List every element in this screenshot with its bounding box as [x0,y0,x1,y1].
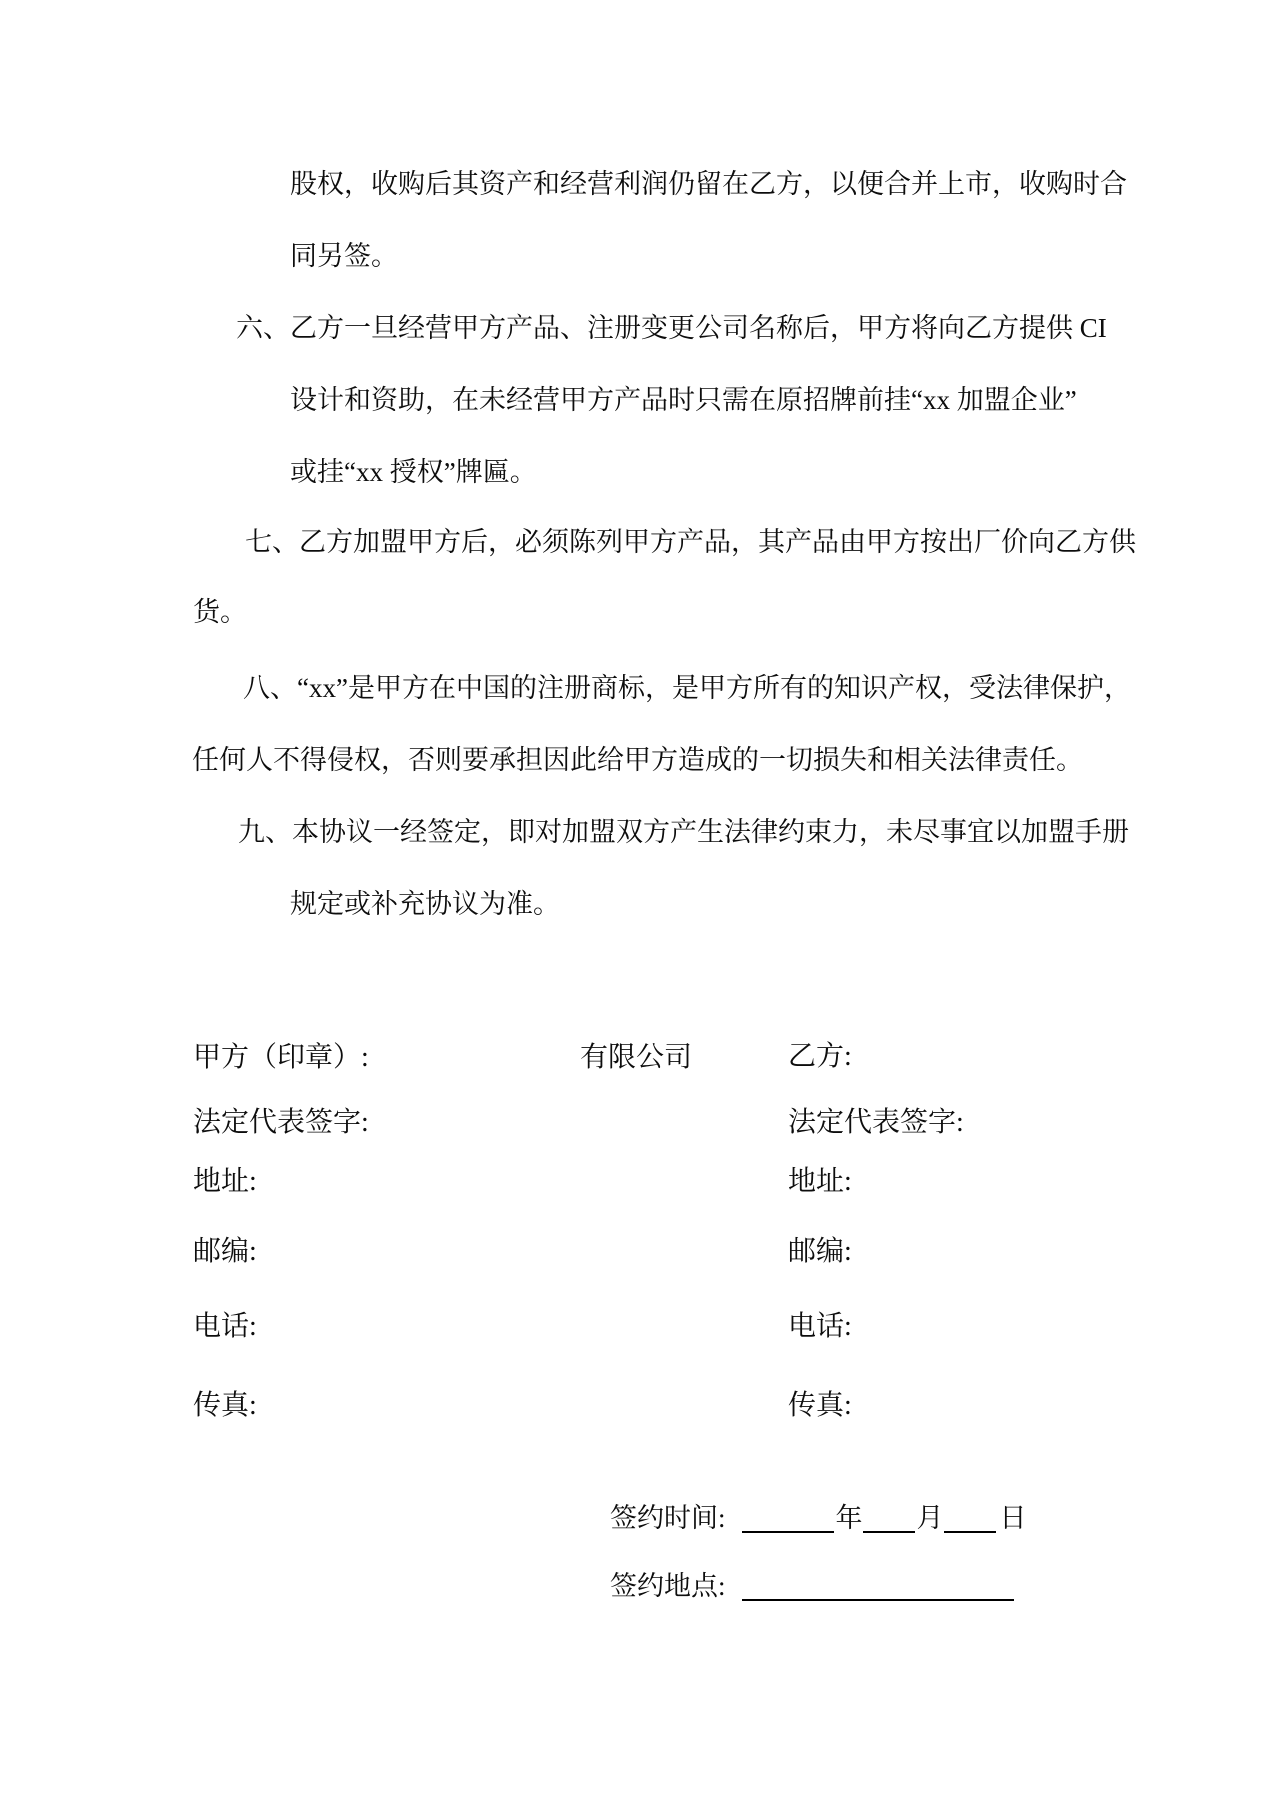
body-line: 货。 [193,597,247,627]
body-line: 任何人不得侵权，否则要承担因此给甲方造成的一切损失和相关法律责任。 [192,745,1083,775]
postcode-label-left: 邮编: [193,1236,257,1267]
address-label-left: 地址: [193,1166,257,1197]
month-char: 月 [916,1503,944,1533]
body-line-clause-8: 八、“xx”是甲方在中国的注册商标，是甲方所有的知识产权，受法律保护， [243,673,1131,703]
legal-rep-signature-label-right: 法定代表签字: [788,1107,964,1138]
legal-rep-signature-label-left: 法定代表签字: [193,1107,369,1138]
year-char: 年 [835,1503,863,1533]
signing-time-label: 签约时间: [610,1503,726,1533]
body-line: 同另签。 [290,241,398,271]
body-line-clause-7: 七、乙方加盟甲方后，必须陈列甲方产品，其产品由甲方按出厂价向乙方供 [245,527,1136,557]
party-a-label: 甲方（印章）: [193,1042,369,1073]
fax-label-right: 传真: [788,1390,852,1421]
day-char: 日 [999,1503,1027,1533]
body-line: 规定或补充协议为准。 [290,889,560,919]
phone-label-left: 电话: [193,1311,257,1342]
body-line: 股权，收购后其资产和经营利润仍留在乙方，以便合并上市，收购时合 [290,169,1127,199]
signing-place-row [583,1526,1014,1646]
signing-place-blank [742,1572,1014,1601]
body-line: 或挂“xx 授权”牌匾。 [290,457,537,487]
phone-label-right: 电话: [788,1311,852,1342]
body-line-clause-9: 九、本协议一经签定，即对加盟双方产生法律约束力，未尽事宜以加盟手册 [238,817,1129,847]
address-label-right: 地址: [788,1166,852,1197]
fax-label-left: 传真: [193,1390,257,1421]
body-line: 设计和资助，在未经营甲方产品时只需在原招牌前挂“xx 加盟企业” [290,385,1077,415]
company-suffix-label: 有限公司 [580,1042,693,1073]
body-line-clause-6: 六、乙方一旦经营甲方产品、注册变更公司名称后，甲方将向乙方提供 CI [236,313,1107,343]
postcode-label-right: 邮编: [788,1236,852,1267]
signing-place-label: 签约地点: [610,1571,726,1601]
party-b-label: 乙方: [788,1041,852,1072]
